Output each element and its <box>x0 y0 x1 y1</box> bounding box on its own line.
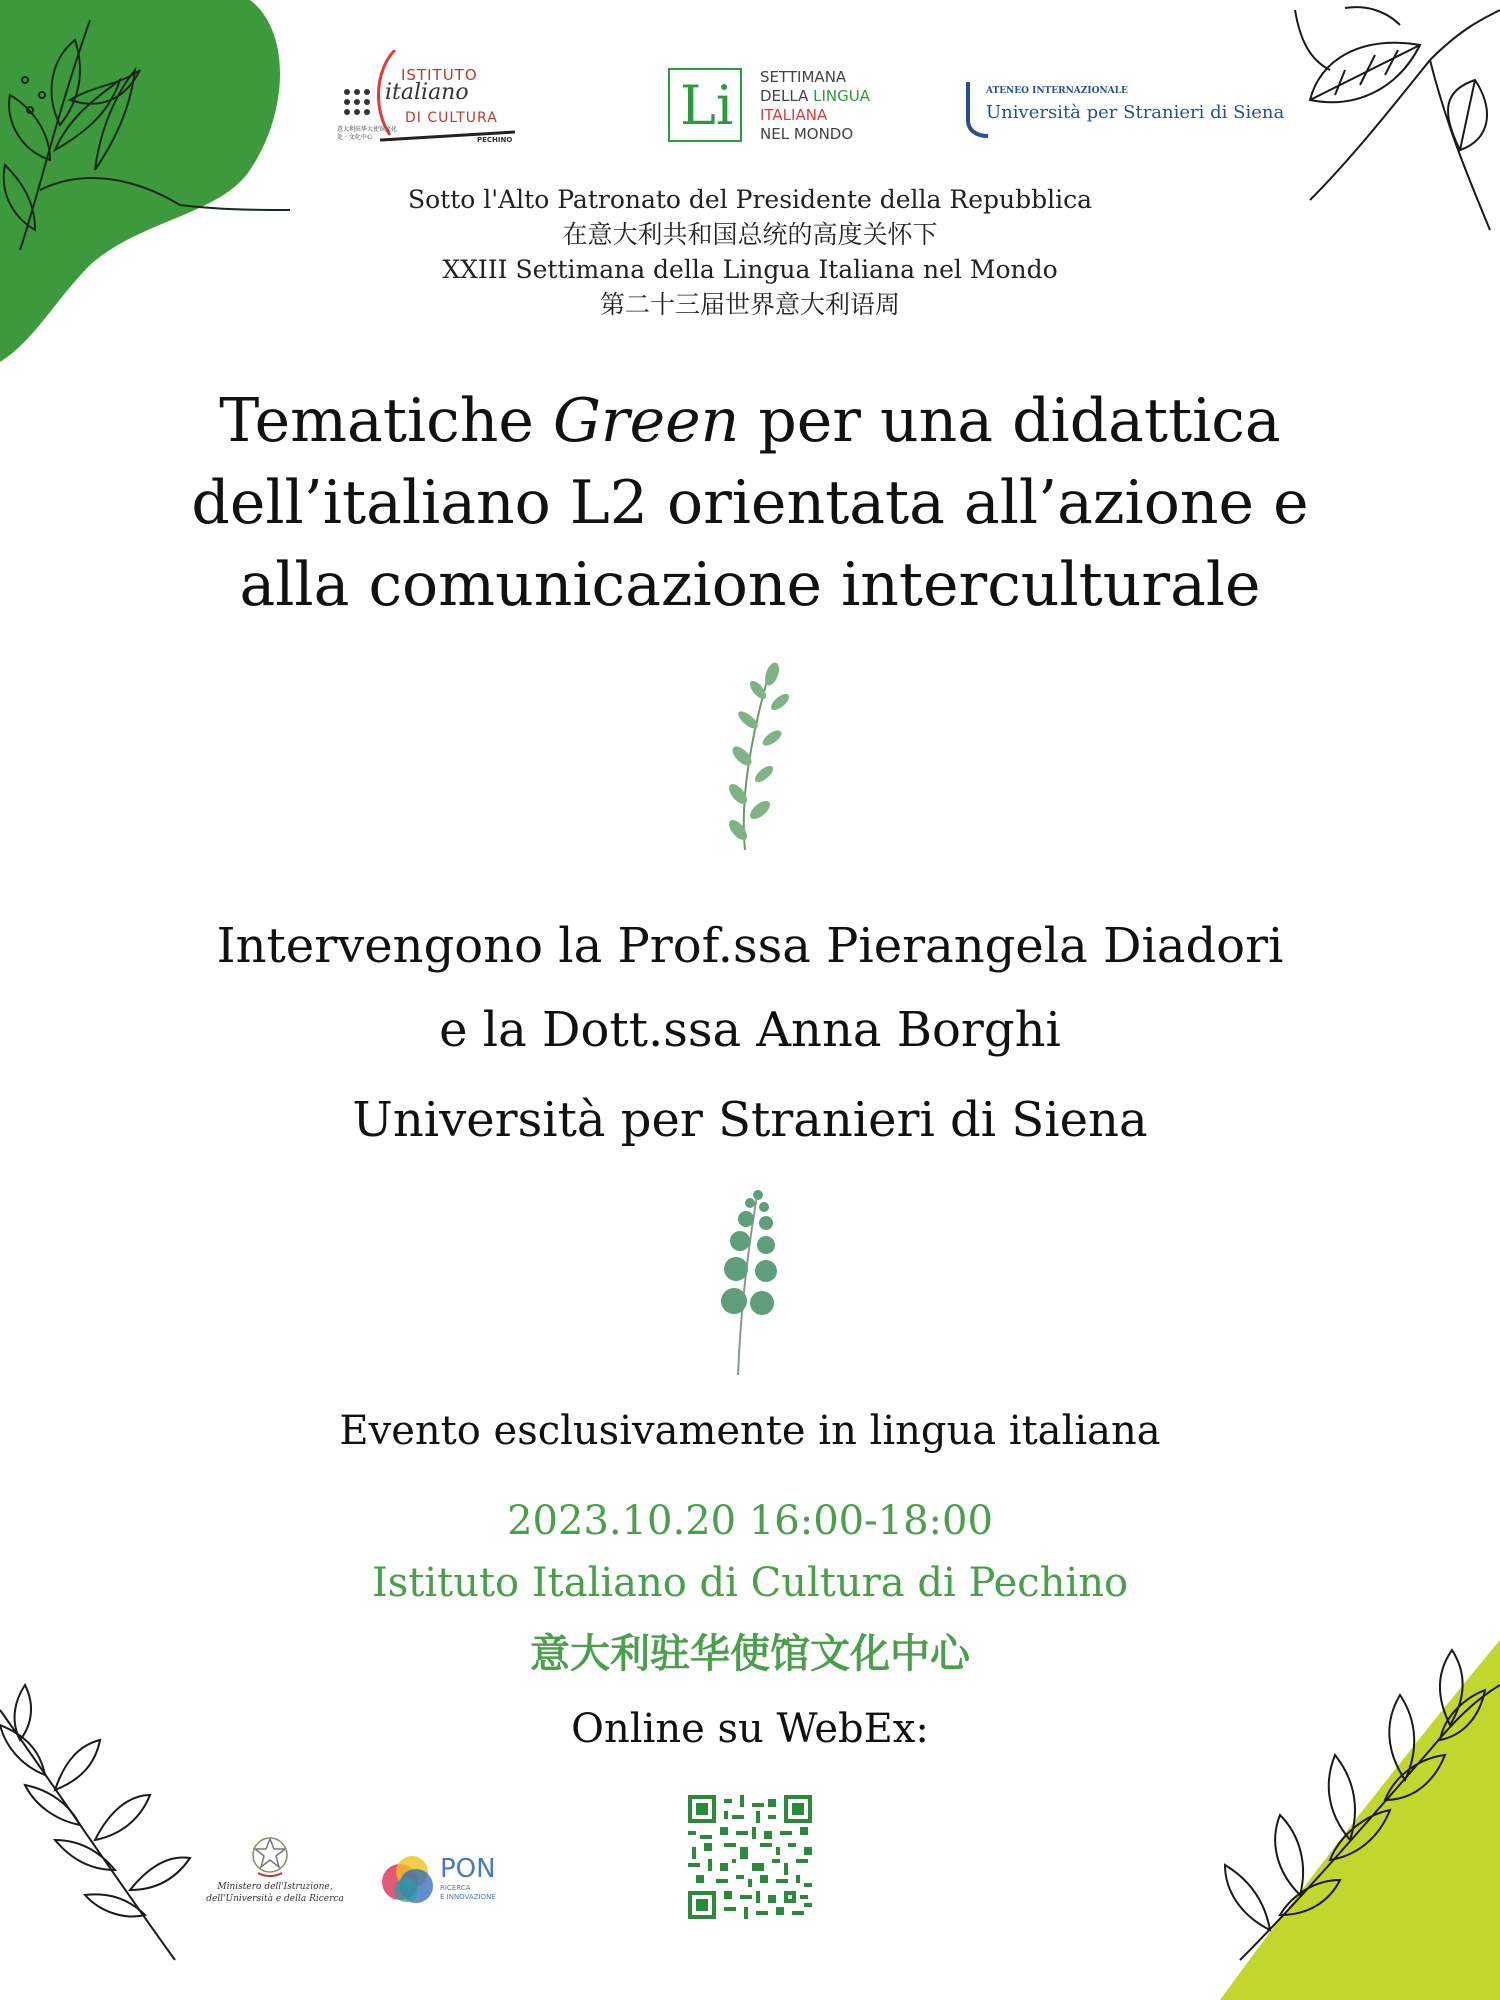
ministero-text <box>200 1881 350 1905</box>
istituto-city: PECHINO <box>477 136 513 144</box>
leaf-sprig-icon <box>700 660 800 855</box>
pon-sub1: RICERCA <box>440 1884 471 1892</box>
event-datetime: 2023.10.20 16:00-18:00 <box>507 1498 993 1544</box>
siena-name: Università per Stranieri di Siena <box>986 102 1285 123</box>
settimana-line4: NEL MONDO <box>760 125 854 143</box>
title-line-1b: per una didattica <box>739 386 1281 456</box>
event-venue-chinese: 意大利驻华使馆文化中心 <box>530 1630 970 1677</box>
speakers-university: Università per Stranieri di Siena <box>352 1092 1148 1148</box>
pon-circles-icon <box>378 1850 438 1910</box>
ministero-line2: dell'Università e della Ricerca <box>206 1894 344 1904</box>
online-label: Online su WebEx: <box>571 1706 929 1752</box>
patronage-line-1: Sotto l'Alto Patronato del Presidente della Repubblica <box>407 185 1093 214</box>
istituto-chinese: 意大利驻华大使馆文化处 · 文化中心 <box>337 126 398 141</box>
title-line-3: alla comunicazione interculturale <box>239 550 1261 620</box>
istituto-italiano-logo <box>335 50 525 150</box>
speakers-line-2: e la Dott.ssa Anna Borghi <box>439 1002 1061 1058</box>
li-mark-text: Li <box>680 74 734 137</box>
language-note: Evento esclusivamente in lingua italiana <box>339 1408 1161 1454</box>
speakers-line-1: Intervengono la Prof.ssa Pierangela Diadori <box>216 918 1284 974</box>
event-venue: Istituto Italiano di Cultura di Pechino <box>371 1560 1129 1606</box>
patronage-block <box>0 182 1500 322</box>
settimana-line3: ITALIANA <box>760 106 828 124</box>
speakers-block <box>0 918 1500 1148</box>
settimana-text <box>760 68 870 144</box>
patronage-line-2: 在意大利共和国总统的高度关怀下 <box>562 220 938 249</box>
pon-sub2: E INNOVAZIONE <box>440 1893 496 1901</box>
settimana-line1: SETTIMANA <box>760 68 847 86</box>
siena-small: ATENEO INTERNAZIONALE <box>986 86 1128 96</box>
title-line-1a: Tematiche <box>219 386 553 456</box>
patronage-line-4: 第二十三届世界意大利语周 <box>599 290 900 319</box>
event-title <box>0 380 1500 626</box>
istituto-line2: italiano <box>385 80 469 105</box>
ministero-logo <box>200 1835 350 1915</box>
bottom-right-leaf-decoration <box>1180 1640 1500 2000</box>
webex-qr-code[interactable] <box>688 1795 812 1919</box>
istituto-line3: DI CULTURA <box>405 110 498 126</box>
patronage-line-3: XXIII Settimana della Lingua Italiana nel Mondo <box>442 255 1058 284</box>
eucalyptus-sprig-icon <box>700 1185 800 1380</box>
italian-emblem-icon <box>250 1835 290 1879</box>
pon-name: PON <box>440 1854 496 1884</box>
siena-university-logo <box>960 80 1290 140</box>
settimana-line2 <box>760 87 870 106</box>
settimana-line2a: DELLA <box>760 87 814 105</box>
title-line-2: dell’italiano L2 orientata all’azione e <box>191 468 1309 538</box>
settimana-lingua-logo <box>668 68 898 148</box>
ministero-line1: Ministero dell'Istruzione, <box>217 1882 333 1892</box>
li-mark <box>668 68 742 142</box>
pon-logo <box>378 1850 508 1910</box>
settimana-line2b: LINGUA <box>813 87 870 105</box>
istituto-line1: ISTITUTO <box>401 66 478 84</box>
title-line-1 <box>0 380 1500 462</box>
title-green-word: Green <box>552 386 740 456</box>
